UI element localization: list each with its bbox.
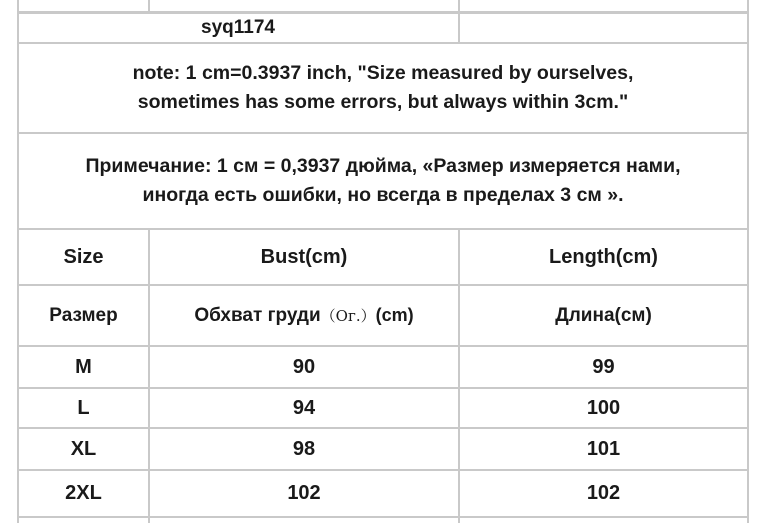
note-russian-line2: иногда есть ошибки, но всегда в пределах 3 см ». (142, 184, 624, 206)
header-size-ru: Размер (49, 304, 118, 326)
row-length: 99 (592, 355, 615, 378)
row-length: 100 (586, 396, 621, 419)
row-bust: 94 (292, 396, 316, 419)
row-length: 101 (586, 437, 621, 460)
header-size: Size (63, 245, 104, 268)
row-size: M (75, 355, 92, 378)
grid-line (18, 516, 748, 518)
grid-line (747, 0, 749, 523)
row-bust: 102 (287, 482, 321, 504)
row-bust: 98 (292, 437, 316, 460)
product-code: syq1174 (201, 17, 275, 38)
grid-line (148, 0, 150, 13)
header-bust-ru-og: （Ог.） (320, 307, 376, 325)
note-english (19, 44, 747, 132)
note-english-line1: note: 1 cm=0.3937 inch, "Size measured by ourselves, (132, 62, 634, 84)
row-size: L (77, 396, 90, 419)
row-bust: 90 (292, 355, 316, 378)
header-length-ru: Длина(см) (555, 304, 652, 326)
header-bust-ru-main: Обхват груди (194, 304, 321, 326)
header-bust-ru-unit: (cm) (375, 305, 414, 325)
note-russian-line1: Примечание: 1 см = 0,3937 дюйма, «Размер измеряется нами, (85, 155, 681, 177)
grid-line (18, 11, 748, 14)
note-russian (19, 134, 747, 228)
header-length: Length(cm) (549, 245, 658, 268)
header-bust: Bust(cm) (260, 245, 348, 268)
row-length: 102 (586, 482, 621, 504)
note-english-line2: sometimes has some errors, but always within 3cm." (137, 91, 629, 113)
header-bust-ru (150, 286, 458, 345)
row-size: XL (70, 437, 97, 460)
row-size: 2XL (65, 482, 102, 504)
grid-line (458, 0, 460, 44)
